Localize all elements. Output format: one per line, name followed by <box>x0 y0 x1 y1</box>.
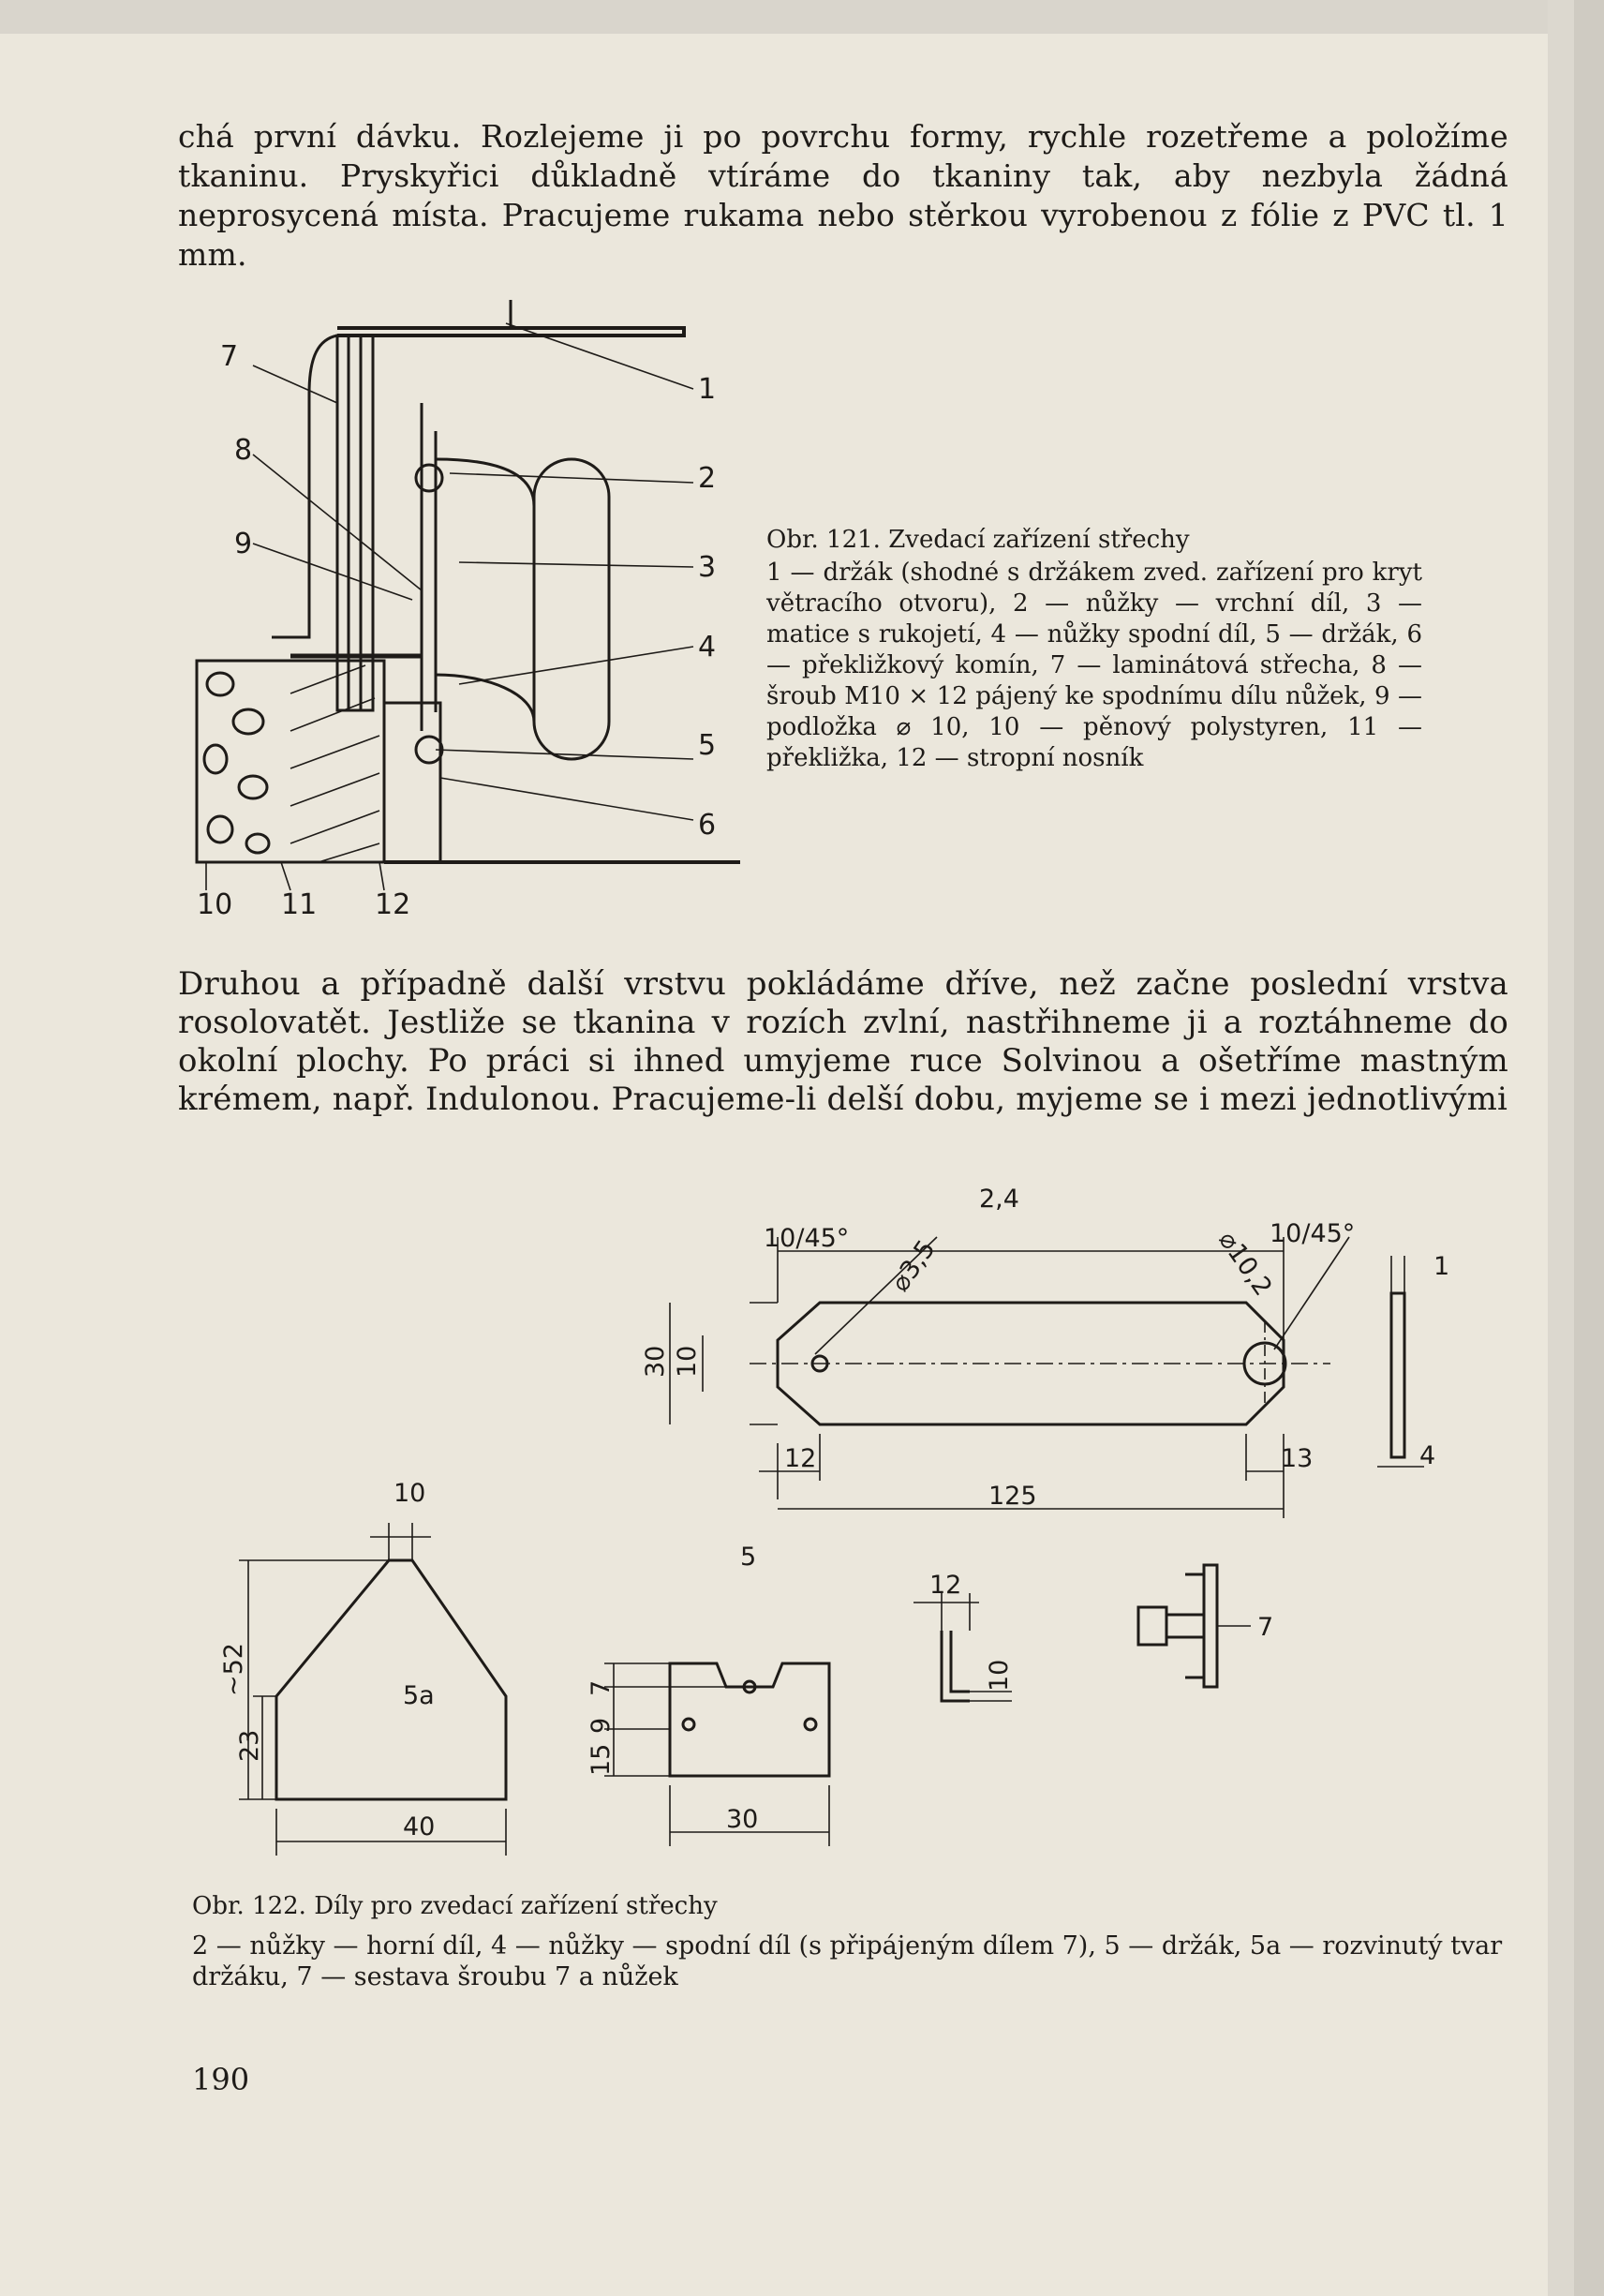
dim-side-12: 12 <box>929 1571 962 1600</box>
figure-122-caption-title: Obr. 122. Díly pro zvedací zařízení střechy <box>192 1892 718 1920</box>
callout-4: 4 <box>698 631 717 663</box>
dim-offset-left: 12 <box>784 1444 817 1473</box>
callout-5: 5 <box>698 729 717 762</box>
dim-offset-right: 13 <box>1281 1444 1314 1473</box>
callout-9: 9 <box>234 528 253 560</box>
scan-top-edge <box>0 0 1604 34</box>
dim-holder-7: 7 <box>587 1679 616 1696</box>
dim-thickness: 2,4 <box>979 1185 1019 1214</box>
figure-121-caption-text: 1 — držák (shodné s držákem zved. zařízení pro kryt větracího otvoru), 2 — nůžky — vrchní díl, 3 — matice s rukojetí, 4 — nůžky spodní díl, 5 — držák, 6 — překližkový komín, 7 — laminátová střecha, 8 — šroub M10 × 12 pájený ke spodnímu dílu nůžek, 9 — podložka ⌀ 10, 10 — pěnový polystyren, 11 — překližka, 12 — stropní nosník <box>766 559 1422 772</box>
dim-blank-width: 40 <box>403 1812 436 1841</box>
dim-hole-large: ⌀3,5 <box>885 1234 942 1298</box>
label-5: 5 <box>740 1543 757 1572</box>
figure-121-caption-title: Obr. 121. Zvedací zařízení střechy <box>766 526 1190 554</box>
figure-122-caption-text: 2 — nůžky — horní díl, 4 — nůžky — spodní díl (s připájeným dílem 7), 5 — držák, 5a — rozvinutý tvar držáku, 7 — sestava šroubu 7 a nůžek <box>192 1931 1503 1991</box>
callout-1: 1 <box>698 373 717 406</box>
dim-hole-small: ⌀10,2 <box>1212 1226 1278 1302</box>
callout-2: 2 <box>698 462 717 495</box>
dim-holder-15: 15 <box>587 1743 616 1776</box>
dim-holder-width: 30 <box>726 1805 759 1834</box>
label-7: 7 <box>1257 1613 1274 1642</box>
figure-121-caption <box>766 525 1422 774</box>
callout-10: 10 <box>197 888 233 918</box>
paragraph-top: chá první dávku. Rozlejeme ji po povrchu formy, rychle rozetřeme a položíme tkaninu. Pryskyřici důkladně vtíráme do tkaniny tak, aby nezbyla žádná neprosycená místa. Pracujeme rukama nebo stěrkou vyrobenou z fólie z PVC tl. 1 mm. <box>178 118 1508 273</box>
figure-121-drawing <box>178 281 759 918</box>
dim-holder-9: 9 <box>587 1717 616 1734</box>
dim-chamfer-left: 10/45° <box>764 1224 850 1253</box>
paragraph-middle: Druhou a případně další vrstvu pokládáme dříve, než začne poslední vrstva rosolovatět. Jestliže se tkanina v rozích zvlní, nastřihneme ji a roztáhneme do okolní plochy. Po práci si ihned umyjeme ruce Solvinou a ošetříme mastným krémem, např. Indulonou. Pracujeme-li delší dobu, myjeme se i mezi jednotlivými <box>178 965 1508 1118</box>
callout-3: 3 <box>698 551 717 584</box>
callout-12: 12 <box>375 888 411 918</box>
dim-blank-top: 10 <box>394 1479 426 1508</box>
callout-7: 7 <box>220 340 239 373</box>
dim-length: 125 <box>988 1482 1037 1511</box>
dim-side-1: 1 <box>1433 1252 1450 1281</box>
callout-6: 6 <box>698 809 717 842</box>
dim-width: 30 <box>641 1345 670 1378</box>
page-number: 190 <box>192 2062 250 2097</box>
dim-blank-height: ~52 <box>219 1643 248 1696</box>
label-5a: 5a <box>403 1681 435 1710</box>
dim-side-4: 4 <box>1419 1441 1436 1470</box>
callout-11: 11 <box>281 888 318 918</box>
dim-blank-lower: 23 <box>235 1729 264 1762</box>
dim-inner-width: 10 <box>673 1345 702 1378</box>
dim-chamfer-right: 10/45° <box>1270 1219 1356 1248</box>
dim-side-10: 10 <box>985 1659 1014 1692</box>
figure-122-drawing <box>215 1162 1490 1884</box>
scan-right-edge-dark <box>1574 0 1604 2296</box>
callout-8: 8 <box>234 434 253 467</box>
